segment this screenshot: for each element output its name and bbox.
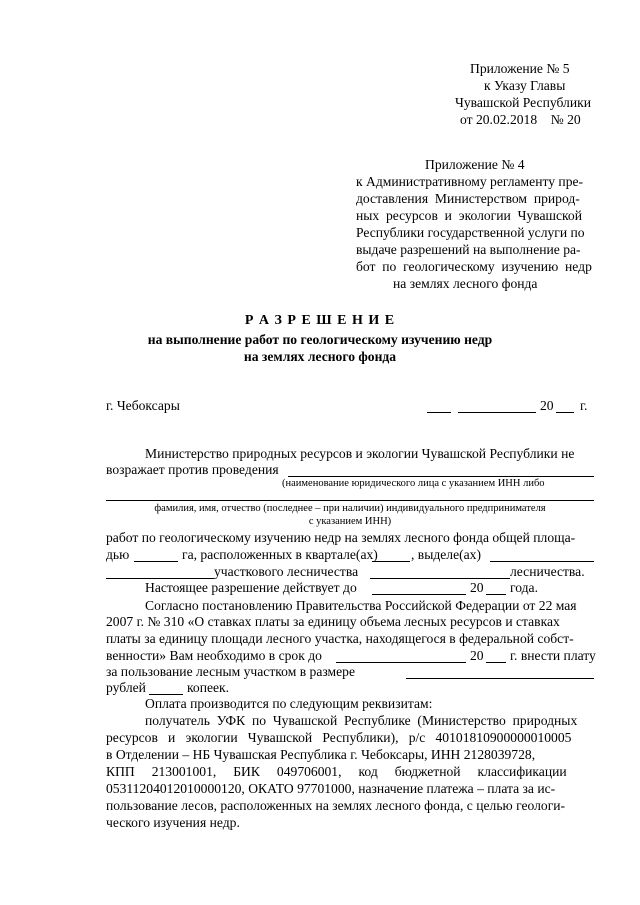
p4-line6-end: копеек. (187, 680, 230, 695)
p2-line2-start: дью (106, 547, 130, 562)
p6-line7: ческого изучения недр. (106, 815, 240, 830)
p5: Оплата производится по следующим реквизитам: (145, 696, 433, 711)
hint-applicant-name: (наименование юридического лица с указанием ИНН либо (282, 478, 545, 489)
p6-line2: ресурсов и экологии Чувашской Республики), р/с 40101810900000010005 (106, 730, 572, 745)
appendix4-line1: Приложение № 4 (425, 157, 525, 172)
kopecks-blank (149, 694, 183, 695)
city-name: г. Чебоксары (106, 398, 180, 413)
appendix5-line3: Чувашской Республики (455, 95, 591, 110)
p6-line5: 05311204012010000120, ОКАТО 97701000, назначение платежа – плата за ис- (106, 781, 556, 796)
payment-year-blank (486, 662, 506, 663)
p2-line1: работ по геологическому изучению недр на землях лесного фонда общей площа- (106, 530, 576, 545)
document-subtitle-line1: на выполнение работ по геологическому изучению недр (147, 332, 493, 347)
appendix4-line2: к Административному регламенту пре- (356, 174, 584, 189)
p6-line3: в Отделении – НБ Чувашская Республика г. Чебоксары, ИНН 2128039728, (106, 747, 536, 762)
p4-line6-start: рублей (106, 680, 146, 695)
appendix4-line4: ных ресурсов и экологии Чувашской (356, 208, 582, 223)
appendix5-line1: Приложение № 5 (470, 61, 570, 76)
p2-line3-end: лесничества. (510, 564, 585, 579)
p2-line2-mid: га, расположенных в квартале(ах) (182, 547, 378, 562)
p4-line5: за пользование лесным участком в размере (106, 664, 356, 679)
document-subtitle-line2: на землях лесного фонда (243, 349, 397, 364)
appendix4-line8: на землях лесного фонда (393, 276, 538, 291)
applicant-name-blank (288, 476, 594, 477)
p4-line4-end: г. внести плату (510, 648, 596, 663)
p2-line3-start: участкового лесничества (214, 564, 359, 579)
p4-line4-year: 20 (470, 648, 484, 663)
date-year-blank (556, 412, 574, 413)
quarter-blank (372, 561, 410, 562)
valid-until-blank (372, 594, 466, 595)
forestry-blank (370, 578, 510, 579)
appendix5-line4: от 20.02.2018 № 20 (460, 112, 581, 127)
appendix5-line2: к Указу Главы (484, 78, 566, 93)
appendix4-line3: доставления Министерством природ- (356, 191, 580, 206)
date-month-blank (458, 412, 536, 413)
hint-entrepreneur: фамилия, имя, отчество (последнее – при наличии) индивидуального предпринимателя (154, 503, 546, 514)
p6-line6: пользование лесов, расположенных на землях лесного фонда, с целью геологи- (106, 798, 566, 813)
p1-line2: возражает против проведения (106, 462, 279, 477)
hint-inn: с указанием ИНН) (308, 516, 392, 527)
date-year-prefix: 20 (540, 398, 554, 413)
p3-year-prefix: 20 (470, 580, 484, 595)
p4-line2: 2007 г. № 310 «О ставках платы за единицу объема лесных ресурсов и ставках (106, 614, 560, 629)
p3-end: года. (510, 580, 538, 595)
p2-line2-end: , выделе(ах) (411, 547, 481, 562)
p4-line3: платы за единицу площади лесного участка, находящегося в федеральной собст- (106, 631, 574, 646)
district-forestry-blank (106, 578, 214, 579)
document-title: Р А З Р Е Ш Е Н И Е (244, 313, 396, 328)
p6-line1: получатель УФК по Чувашской Республике (Министерство природных (145, 713, 578, 728)
section-blank (490, 561, 594, 562)
payment-amount-blank (406, 678, 594, 679)
p4-line1: Согласно постановлению Правительства Российской Федерации от 22 мая (145, 598, 577, 613)
appendix4-line5: Республики государственной услуги по (356, 225, 585, 240)
valid-until-year-blank (486, 594, 506, 595)
date-day-blank (427, 412, 451, 413)
appendix4-line6: выдаче разрешений на выполнение ра- (356, 242, 581, 257)
p3-start: Настоящее разрешение действует до (145, 580, 357, 595)
appendix4-line7: бот по геологическому изучению недр (356, 259, 592, 274)
area-blank (134, 561, 178, 562)
p1-line1: Министерство природных ресурсов и экологии Чувашской Республики не (145, 446, 575, 461)
p4-line4-start: венности» Вам необходимо в срок до (106, 648, 322, 663)
applicant-name-blank-2 (106, 500, 594, 501)
p6-line4: КПП 213001001, БИК 049706001, код бюджетной классификации (106, 764, 567, 779)
date-year-suffix: г. (580, 398, 588, 413)
payment-deadline-blank (336, 662, 466, 663)
